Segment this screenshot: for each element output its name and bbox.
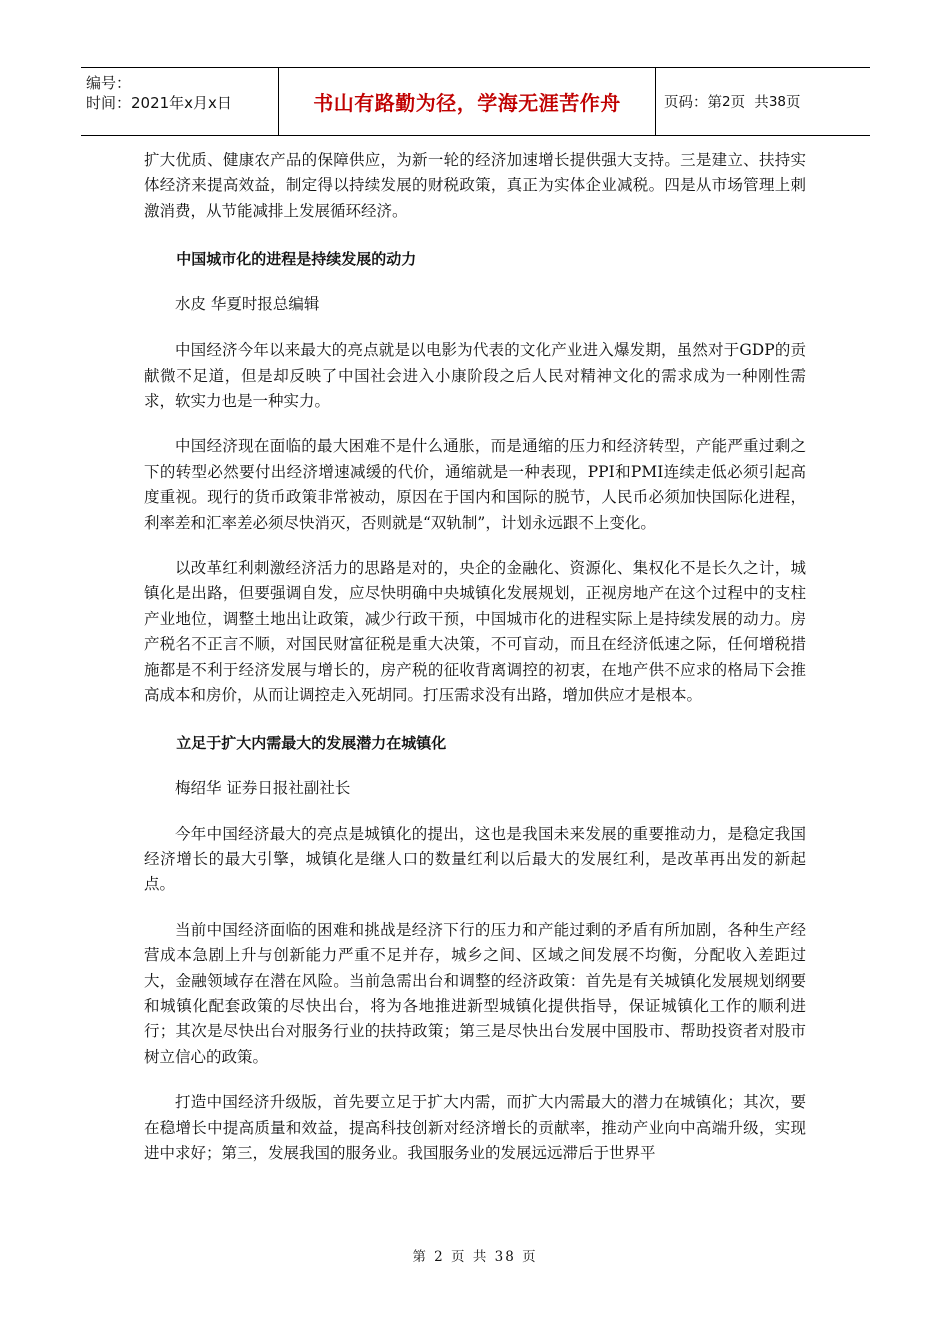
header-motto: 书山有路勤为径，学海无涯苦作舟 [279, 68, 656, 135]
document-date-label: 时间：2021年x月x日 [86, 94, 232, 112]
page-info-prefix: 页码：第 [664, 95, 722, 111]
intro-paragraph: 扩大优质、健康农产品的保障供应，为新一轮的经济加速增长提供强大支持。三是建立、扶持实体经济来提高效益，制定得以持续发展的财税政策，真正为实体企业减税。四是从市场管理上刺激消费，从节能减排上发展循环经济。 [144, 151, 806, 220]
body-paragraph: 打造中国经济升级版，首先要立足于扩大内需，而扩大内需最大的潜力在城镇化；其次，要在稳增长中提高质量和效益，提高科技创新对经济增长的贡献率，推动产业向中高端升级，实现进中求好；第三，发展我国的服务业。我国服务业的发展远远滞后于世界平 [144, 1093, 806, 1162]
body-paragraph: 今年中国经济最大的亮点是城镇化的提出，这也是我国未来发展的重要推动力，是稳定我国经济增长的最大引擎，城镇化是继人口的数量红利以后最大的发展红利，是改革再出发的新起点。 [144, 824, 806, 894]
document-number-label: 编号： [86, 74, 132, 92]
page-info-suffix: 页 [786, 95, 801, 111]
body-paragraph: 以改革红利刺激经济活力的思路是对的，央企的金融化、资源化、集权化不是长久之计，城镇化是出路，但要强调自发，应尽快明确中央城镇化发展规划，正视房地产在这个过程中的支柱产业地位，调整土地出让政策，减少行政干预，中国城市化的进程实际上是持续发展的动力。房产税名不正言不顺，对国民财富征税是重大决策，不可盲动，而且在经济低速之际，任何增税措施都是不利于经济发展与增长的，房产税的征收背离调控的初衷，在地产供不应求的格局下会推高成本和房价，从而让调控走入死胡同。打压需求没有出路，增加供应才是根本。 [144, 559, 806, 705]
body-paragraph: 中国经济现在面临的最大困难不是什么通胀，而是通缩的压力和经济转型，产能严重过剩之下的转型必然要付出经济增速减缓的代价，通缩就是一种表现，PPI和PMI连续走低必须引起高度重视。现行的货币政策非常被动，原因在于国内和国际的脱节，人民币必须加快国际化进程，利率差和汇率差必须尽快消灭，否则就是“双轨制”，计划永远跟不上变化。 [144, 437, 806, 532]
page-footer: 第 2 页 共 38 页 [412, 1249, 538, 1265]
document-header [81, 67, 870, 136]
page-info-mid: 页 共 [730, 95, 769, 111]
body-paragraph: 当前中国经济面临的困难和挑战是经济下行的压力和产能过剩的矛盾有所加剧，各种生产经营成本急剧上升与创新能力严重不足并存，城乡之间、区域之间发展不均衡，分配收入差距过大，金融领域存在潜在风险。当前急需出台和调整的经济政策：首先是有关城镇化发展规划纲要和城镇化配套政策的尽快出台，将为各地推进新型城镇化提供指导，保证城镇化工作的顺利进行；其次是尽快出台对服务行业的扶持政策；第三是尽快出台发展中国股市、帮助投资者对股市树立信心的政策。 [144, 920, 806, 1066]
header-meta-cell [81, 68, 279, 135]
document-body [144, 148, 806, 1166]
section-title: 立足于扩大内需最大的发展潜力在城镇化 [176, 733, 447, 752]
section-byline: 水皮 华夏时报总编辑 [175, 295, 320, 314]
page-current-number: 2 [722, 93, 731, 110]
page-total-number: 38 [768, 93, 786, 110]
header-page-info [656, 68, 870, 135]
section-title: 中国城市化的进程是持续发展的动力 [176, 250, 417, 269]
body-paragraph: 中国经济今年以来最大的亮点就是以电影为代表的文化产业进入爆发期，虽然对于GDP的贡献微不足道，但是却反映了中国社会进入小康阶段之后人民对精神文化的需求成为一种刚性需求，软实力也是一种实力。 [144, 341, 806, 411]
section-byline: 梅绍华 证券日报社副社长 [175, 778, 351, 797]
